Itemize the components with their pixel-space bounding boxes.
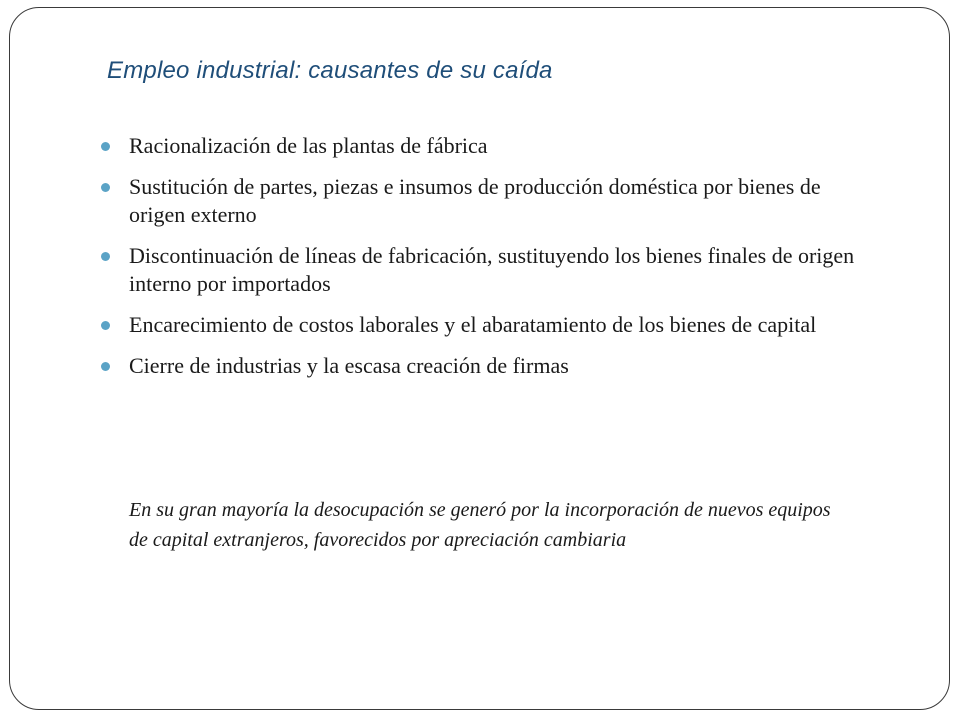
bullet-item [98,311,878,339]
bullet-list [98,132,878,393]
bullet-dot-icon [101,252,110,261]
slide-title: Empleo industrial: causantes de su caída [107,57,553,84]
bullet-text: Discontinuación de líneas de fabricación, sustituyendo los bienes finales de origen interno por importados [129,243,855,296]
bullet-item [98,132,878,160]
bullet-item [98,173,878,229]
bullet-dot-icon [101,362,110,371]
bullet-dot-icon [101,142,110,151]
bullet-text: Sustitución de partes, piezas e insumos de producción doméstica por bienes de origen externo [129,174,821,227]
bullet-text: Encarecimiento de costos laborales y el abaratamiento de los bienes de capital [129,312,817,337]
bullet-text: Cierre de industrias y la escasa creación de firmas [129,353,569,378]
bullet-dot-icon [101,183,110,192]
bullet-text: Racionalización de las plantas de fábrica [129,133,488,158]
bullet-dot-icon [101,321,110,330]
bullet-item [98,242,878,298]
conclusion-note: En su gran mayoría la desocupación se generó por la incorporación de nuevos equipos de capital extranjeros, favorecidos por apreciación cambiaria [129,499,831,551]
bullet-item [98,352,878,380]
